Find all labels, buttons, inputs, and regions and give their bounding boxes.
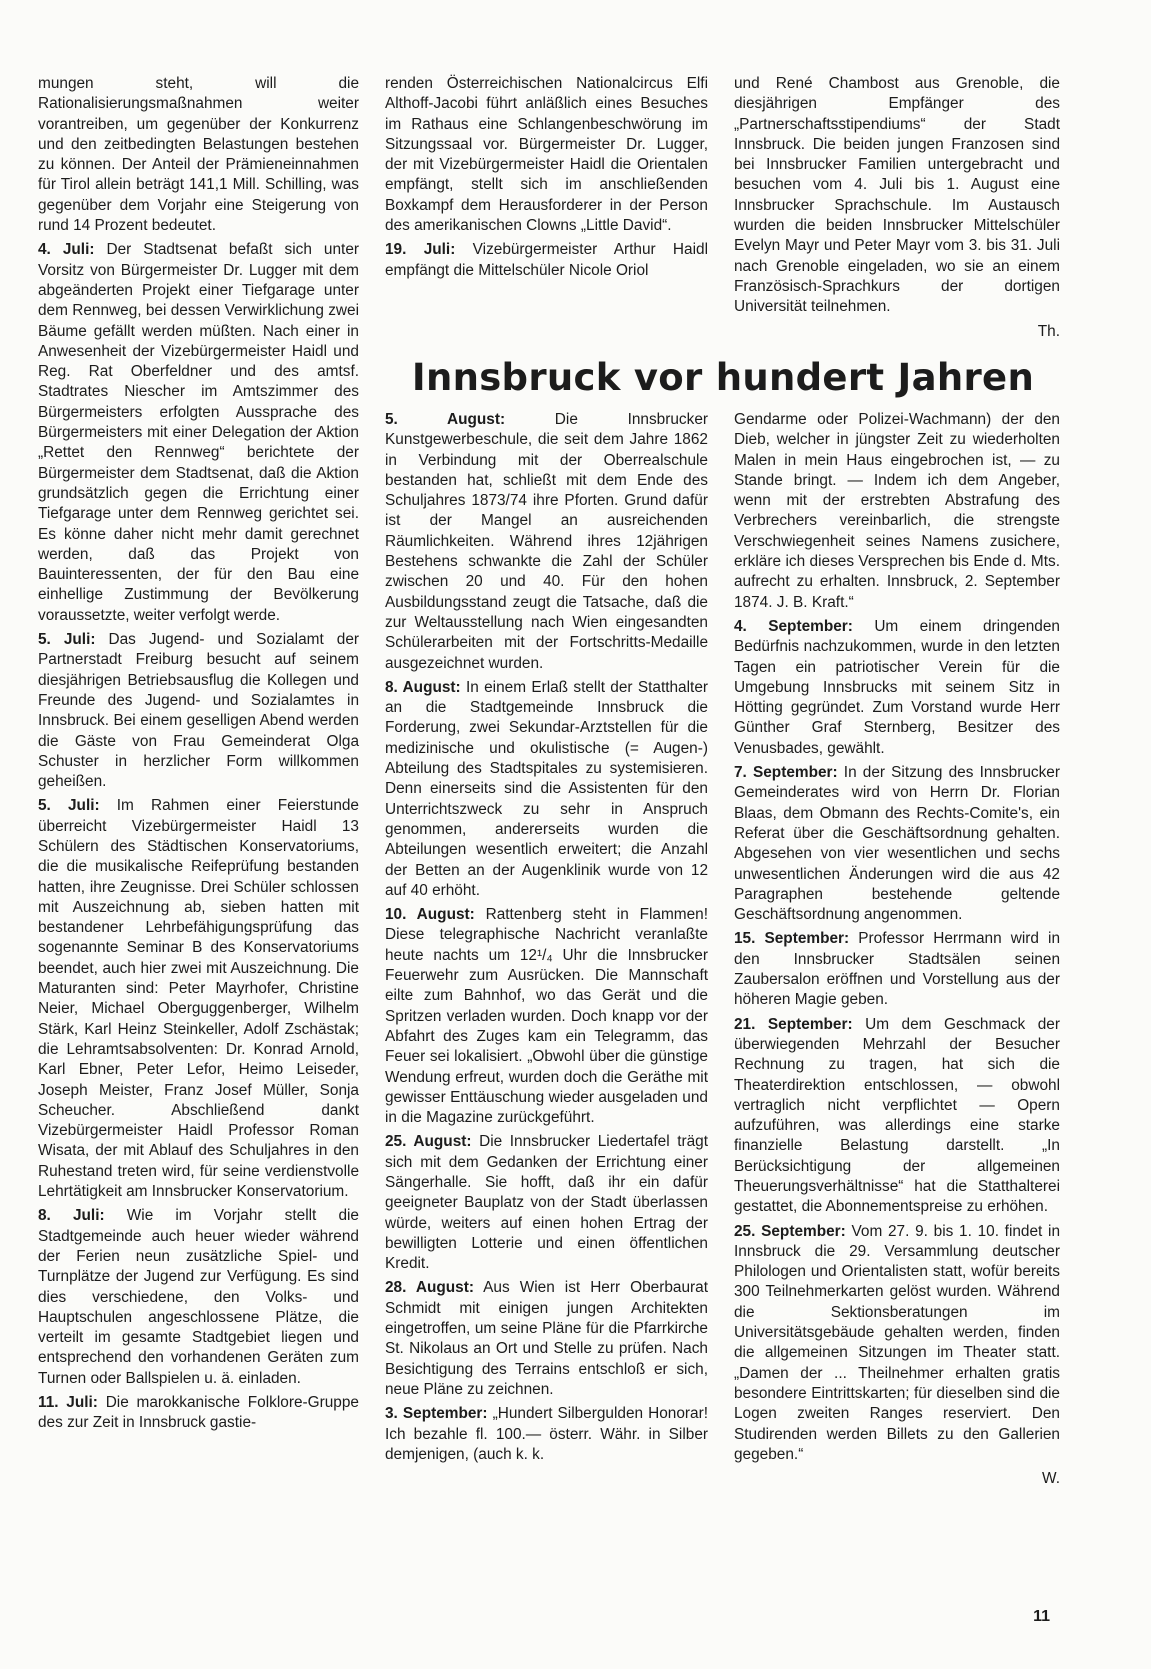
article-paragraph: [734, 763, 1060, 925]
date-label: 25. August:: [385, 1133, 472, 1151]
date-label: 5. August:: [385, 411, 506, 428]
paragraph-text: Vizebürgermeister Arthur Haidl empfängt die Mittelschüler Nicole Oriol: [385, 241, 709, 279]
author-signature: Th.: [1037, 322, 1060, 340]
date-label: 3. September:: [385, 1405, 488, 1423]
paragraph-text: Wie im Vorjahr stellt die Stadtgemeinde auch heuer wieder während der Ferien neun zusätzliche Spiel- und Turnplätze der Jugend zur Verfügung. Es sind dies verschiedene, den Volks- und Hauptschulen angeschlossene Plätze, die verteilt im gesamte Stadtgebiet liegen und entsprechend den vorhandenen Geräten zum Turnen oder Ballspielen u. ä. einladen.: [38, 1207, 359, 1387]
date-label: 5. Juli:: [38, 797, 100, 815]
column-2-top: [385, 74, 708, 285]
paragraph-text: Die Innsbrucker Kunstgewerbeschule, die seit dem Jahre 1862 in Verbindung mit der Oberrealschule bestanden hat, schließt mit dem Ende des Schuljahres 1873/74 ihre Pforten. Grund dafür ist der Mangel an ausreichenden Räumlichkeiten. Während ihres 12jährigen Bestehens schwankte die Zahl der Schüler zwischen 20 und 40. Für den hohen Ausbildungsstand zeugt die Tatsache, daß die zur Weltausstellung nach Wien eingesandten Schülerarbeiten mit der Fortschritts-Medaille ausgezeichnet wurden.: [385, 411, 708, 672]
paragraph-text: Rattenberg steht in Flammen! Diese telegraphische Nachricht veranlaßte heute nachts um 12¹/₄ Uhr die Innsbrucker Feuerwehr zum Ausrücken. Die Mannschaft eilte zum Bahnhof, wo das Gerät und die Spritzen verladen wurden. Doch knapp vor der Abfahrt des Zuges kam ein Telegramm, das Feuer sei lokalisiert. „Obwohl über die günstige Wendung erfreut, wurden doch die Geräthe mit gewisser Enttäuschung wieder ausgeladen und in die Magazine zurückgeführt.: [385, 906, 708, 1127]
date-label: 21. September:: [734, 1015, 853, 1033]
article-paragraph: [38, 1206, 359, 1389]
date-label: 25. September:: [734, 1222, 846, 1240]
date-label: 8. Juli:: [38, 1207, 105, 1225]
paragraph-text: Professor Herrmann wird in den Innsbrucker Stadtsälen seinen Zaubersalon eröffnen und Vorstellung aus der höheren Magie geben.: [734, 930, 1060, 1009]
article-paragraph: [734, 617, 1060, 759]
column-1: [38, 74, 359, 1438]
article-paragraph: [734, 74, 1060, 318]
article-paragraph: [734, 410, 1060, 613]
article-paragraph: [385, 240, 708, 281]
article-paragraph: [385, 74, 708, 236]
paragraph-text: Die Innsbrucker Liedertafel trägt sich mit dem Gedanken der Errichtung einer Sängerhalle. Sie hofft, daß ihr ein dafür geeigneter Bauplatz von der Stadt überlassen würde, weiters auf einen hohen Ertrag der bewilligten Lotterie und einen öffentlichen Kredit.: [385, 1133, 708, 1273]
article-paragraph: [385, 1278, 708, 1400]
paragraph-text: Der Stadtsenat befaßt sich unter Vorsitz von Bürgermeister Dr. Lugger mit dem abgeänderten Projekt einer Tiefgarage unter dem Rennweg, bei dessen Verwirklichung zwei Bäume gefällt werden müßten. Nach einer in Anwesenheit der Vizebürgermeister Haidl und Reg. Rat Oberfeldner und des amtsf. Stadtrates Niescher im Amtszimmer des Bürgermeisters erfolgten Aussprache des Bürgermeisters mit einer Delegation der Aktion „Rettet den Rennweg“ berichtete der Bürgermeister dem Stadtsenat, daß die Aktion grundsätzlich gegen die Errichtung einer Tiefgarage unter dem Rennweg gerichtet sei. Es könne daher nicht mehr damit gerechnet werden, daß das Projekt von Bauinteressenten, der für den Bau eine einhellige Zustimmung der Bevölkerung voraussetzte, weiter verfolgt werde.: [38, 241, 359, 624]
paragraph-text: Im Rahmen einer Feierstunde überreicht Vizebürgermeister Haidl 13 Schülern des Städtischen Konservatoriums, die die musikalische Reifeprüfung bestanden hatten, ihre Zeugnisse. Drei Schüler schlossen mit Auszeichnung ab, sieben hatten mit bestandener Lehrbefähigungsprüfung das sogenannte Seminar B des Konservatoriums beendet, auch hier zwei mit Auszeichnung. Die Maturanten sind: Peter Mayrhofer, Christine Neier, Michael Oberguggenberger, Wilhelm Stärk, Karl Heinz Steinkeller, Adolf Zschästak; die Lehramtsabsolventen: Dr. Konrad Arnold, Karl Ebner, Peter Lefor, Heimo Leiseder, Joseph Meister, Franz Josef Müller, Sonja Scheucher. Abschließend dankt Vizebürgermeister Haidl Professor Roman Wisata, der mit Ablauf des Schuljahres in den Ruhestand treten wird, für seine verdienstvolle Lehrtätigkeit am Innsbrucker Konservatorium.: [38, 797, 359, 1201]
paragraph-text: Um dem Geschmack der überwiegenden Mehrzahl der Besucher Rechnung zu tragen, hat sich die Theaterdirektion entschlossen, — obwohl vertraglich nicht verpflichtet — Opern aufzuführen, was allerdings eine starke finanzielle Belastung darstellt. „In Berücksichtigung der allgemeinen Theuerungsverhältnisse“ hat die Statthalterei gestattet, die Abonnementspreise zu erhöhen.: [734, 1015, 1060, 1216]
paragraph-text: Die marokkanische Folklore-Gruppe des zur Zeit in Innsbruck gastie-: [38, 1394, 359, 1432]
date-label: 7. September:: [734, 764, 838, 782]
article-paragraph: [385, 905, 708, 1128]
article-paragraph: [38, 796, 359, 1202]
date-label: 15. September:: [734, 930, 850, 948]
article-paragraph: [38, 1393, 359, 1434]
date-label: 5. Juli:: [38, 631, 96, 649]
date-label: 11. Juli:: [38, 1394, 98, 1411]
paragraph-text: Um einem dringenden Bedürfnis nachzukommen, wurde in den letzten Tagen ein patriotischer Verein für die Umgebung Innsbrucks mit seinem Sitz in Hötting gegründet. Zum Vorstand wurde Herr Günther Graf Sternberg, Besitzer des Venusbades, gewählt.: [734, 617, 1060, 757]
date-label: 10. August:: [385, 906, 475, 924]
paragraph-text: Das Jugend- und Sozialamt der Partnerstadt Freiburg besucht auf seinem diesjährigen Betriebsausflug die Kollegen und Freunde des Jugend- und Sozialamtes in Innsbruck. Bei einem geselligen Abend werden die Gäste von Frau Gemeinderat Olga Schuster in herzlicher Form willkommen geheißen.: [38, 631, 360, 791]
paragraph-text: Vom 27. 9. bis 1. 10. findet in Innsbruck die 29. Versammlung deutscher Philologen und Orientalisten statt, wofür bereits 300 Teilnehmerkarten gelöst wurden. Während die Sektionsberatungen im Universitätsgebäude gehalten werden, finden die allgemeinen Sitzungen im Theater statt. „Damen der ... Theilnehmer erhalten gratis besondere Eintrittskarten; für dieselben sind die Logen zweiten Ranges reserviert. Den Studirenden werden Billets zu den Gallerien gegeben.“: [734, 1222, 1061, 1463]
article-paragraph: [38, 240, 359, 626]
paragraph-text: und René Chambost aus Grenoble, die diesjährigen Empfänger des „Partnerschaftsstipendiums“ der Stadt Innsbruck. Die beiden jungen Franzosen sind bei Innsbrucker Familien untergebracht und besuchen vom 4. Juli bis 1. August eine Innsbrucker Sprachschule. Im Austausch wurden die beiden Innsbrucker Mittelschüler Evelyn Mayr und Peter Mayr vom 3. bis 31. Juli nach Grenoble eingeladen, wo sie an einem Französisch-Sprachkurs der dortigen Universität teilnehmen.: [734, 75, 1060, 316]
paragraph-text: In der Sitzung des Innsbrucker Gemeinderates wird von Herrn Dr. Florian Blaas, dem Obmann des Rechts-Comite's, ein Referat über die Geschäftsordnung gehalten. Abgesehen von vier wesentlichen und sechs unwesentlichen Änderungen wird die aus 42 Paragraphen bestehende geltende Geschäftsordnung angenommen.: [734, 764, 1060, 924]
paragraph-text: Aus Wien ist Herr Oberbaurat Schmidt mit einigen jungen Architekten eingetroffen, um seine Pläne für die Pfarrkirche St. Nikolaus an Ort und Stelle zu prüfen. Nach Besichtigung des Terrains entschloß er sich, neue Pläne zu zeichnen.: [385, 1279, 708, 1398]
date-label: 8. August:: [385, 678, 461, 696]
column-3-bottom: [734, 410, 1060, 1493]
article-paragraph: [385, 1404, 708, 1465]
article-paragraph: [734, 1015, 1060, 1218]
column-2-bottom: [385, 410, 708, 1469]
date-label: 4. Juli:: [38, 241, 95, 259]
date-label: 4. September:: [734, 617, 853, 635]
article-paragraph: [38, 630, 359, 792]
paragraph-text: renden Österreichischen Nationalcircus Elfi Althoff-Jacobi führt anläßlich eines Besuches im Rathaus eine Schlangenbeschwörung im Sitzungssaal vor. Bürgermeister Dr. Lugger, der mit Vizebürgermeister Haidl die Orientalen empfängt, stellt sich im anschließenden Boxkampf dem Herausforderer in der Person des amerikanischen Clowns „Little David“.: [385, 75, 708, 235]
article-paragraph: [38, 74, 359, 236]
article-paragraph: [734, 1222, 1060, 1466]
author-signature: W.: [1042, 1470, 1060, 1488]
article-paragraph: [385, 678, 708, 901]
article-paragraph: [385, 410, 708, 674]
page-number: 11: [1033, 1608, 1050, 1625]
article-paragraph: [734, 929, 1060, 1010]
date-label: 28. August:: [385, 1279, 474, 1297]
paragraph-text: „Hundert Silbergulden Honorar! Ich bezahle fl. 100.— österr. Währ. in Silber demjenigen, (auch k. k.: [385, 1405, 708, 1463]
article-paragraph: [385, 1132, 708, 1274]
column-3-top: [734, 74, 1060, 346]
date-label: 19. Juli:: [385, 241, 456, 259]
paragraph-text: In einem Erlaß stellt der Statthalter an die Stadtgemeinde Innsbruck die Forderung, zwei Sekundar-Arztstellen für die medizinische und okulistische (= Augen-) Abteilung des Stadtspitales zu systemisieren. Denn einerseits sind die Assistenten für den Unterrichtszweck zu sehr in Anspruch genommen, andererseits wurden die Abteilungen wesentlich erweitert; die Anzahl der Betten an der Augenklinik wurde von 12 auf 40 erhöht.: [385, 678, 708, 899]
paragraph-text: Gendarme oder Polizei-Wachmann) der den Dieb, welcher in jüngster Zeit zu wiederholten Malen in mein Haus eingebrochen ist, — zu Stande bringt. — Indem ich dem Angeber, wenn mit der erstrebten Abstrafung des Verbrechers vereinbarlich, die strengste Verschwiegenheit seines Namens zusichere, erkläre ich dieses Versprechen bis Ende d. Mts. aufrecht zu erhalten. Innsbruck, 2. September 1874. J. B. Kraft.“: [734, 411, 1060, 611]
paragraph-text: mungen steht, will die Rationalisierungsmaßnahmen weiter vorantreiben, um gegenüber der Konkurrenz und den zeitbedingten Belastungen bestehen zu können. Der Anteil der Prämieneinnahmen für Tirol allein beträgt 141,1 Mill. Schilling, was gegenüber dem Vorjahr eine Steigerung von rund 14 Prozent bedeutet.: [38, 75, 359, 235]
section-headline: Innsbruck vor hundert Jahren: [411, 356, 1035, 399]
